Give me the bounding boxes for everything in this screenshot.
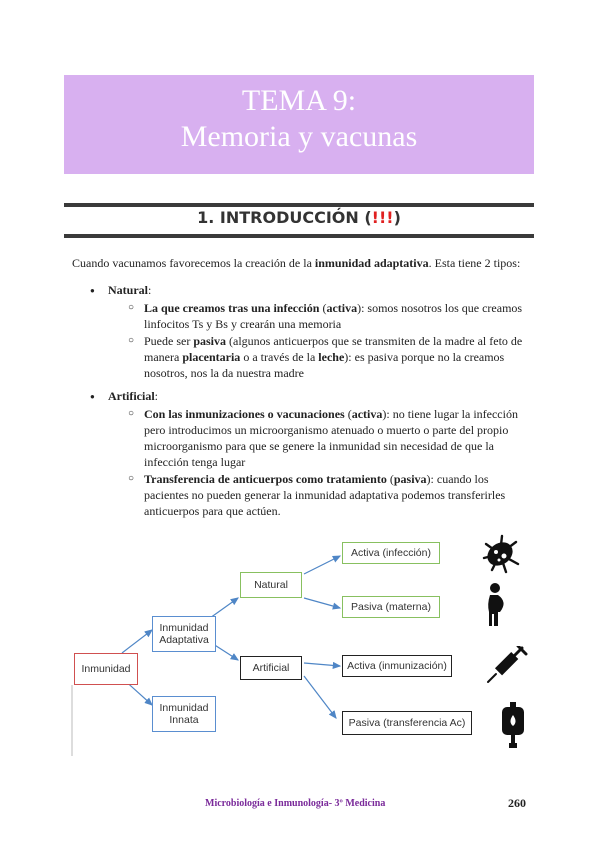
section-heading-text: 1. INTRODUCCIÓN [197, 208, 365, 227]
text-bold: La que creamos tras una infección [144, 301, 320, 315]
title-line-1: TEMA 9: [241, 84, 357, 117]
text-bold: pasiva [393, 472, 427, 486]
text-bold: pasiva [193, 334, 227, 348]
text: ( [344, 407, 352, 421]
title-line-2: Memoria y vacunas [180, 120, 418, 153]
text: ): somos nosotros los que creamos linfocitos Ts y Bs y crearán una memoria [144, 301, 523, 331]
natural-sublist [108, 300, 532, 381]
text: ): cuando los pacientes no pueden generar la inmunidad adaptativa podemos transferirles anticuerpos para que actúen. [144, 472, 506, 518]
natural-bullet [72, 282, 532, 381]
artificial-label: Artificial [108, 389, 155, 403]
section-rule-bottom [64, 234, 534, 238]
node-inmunidad-innata: Inmunidad Innata [152, 696, 216, 732]
natural-item-passive [108, 333, 532, 381]
diagram-frame-tick [60, 530, 540, 760]
node-pasiva-materna: Pasiva (materna) [342, 596, 440, 618]
artificial-colon: : [154, 389, 158, 403]
text: ): es pasiva porque no la creamos nosotros, nos la da nuestra madre [144, 350, 505, 380]
text-bold: Transferencia de anticuerpos como tratamiento [144, 472, 387, 486]
node-activa-infeccion: Activa (infección) [342, 542, 440, 564]
warning-marks: !!! [371, 208, 394, 227]
text-bold: placentaria [182, 350, 241, 364]
text: ( [319, 301, 327, 315]
intro-text: Cuando vacunamos favorecemos la creación de la [72, 256, 315, 270]
natural-list [72, 282, 532, 382]
text: Puede ser [144, 334, 194, 348]
text-bold: activa [351, 407, 383, 421]
text: o a través de la [240, 350, 319, 364]
text-bold: Con las inmunizaciones o vacunaciones [144, 407, 345, 421]
section-paren-close: ) [393, 208, 401, 227]
node-natural: Natural [240, 572, 302, 598]
artificial-sublist [108, 406, 532, 519]
artificial-item-passive [108, 471, 532, 519]
intro-text-end: . Esta tiene 2 tipos: [428, 256, 521, 270]
node-activa-inmunizacion: Activa (inmunización) [342, 655, 452, 677]
node-inmunidad: Inmunidad [74, 653, 138, 685]
node-inmunidad-adaptativa: Inmunidad Adaptativa [152, 616, 216, 652]
section-heading [64, 208, 534, 227]
section-paren-open: ( [364, 208, 372, 227]
node-pasiva-transferencia: Pasiva (transferencia Ac) [342, 711, 472, 735]
immunity-diagram [60, 530, 540, 760]
text: ): no tiene lugar la infección pero introducimos un microorganismo atenuado o muerto o parte del propio microorganismo para que se genere la inmunidad sin necesidad de que la infección tenga lugar [144, 407, 518, 469]
section-rule-top [64, 203, 534, 207]
intro-bold: inmunidad adaptativa [314, 256, 429, 270]
title-banner [64, 75, 534, 174]
text: ( [386, 472, 394, 486]
text-bold: leche [318, 350, 345, 364]
text: (algunos anticuerpos que se transmiten de la madre al feto de manera [144, 334, 523, 364]
artificial-bullet [72, 388, 532, 519]
page-number: 260 [508, 796, 526, 810]
natural-label: Natural [108, 283, 148, 297]
natural-item-active [108, 300, 532, 332]
natural-colon: : [148, 283, 152, 297]
text-bold: activa [326, 301, 358, 315]
footer-course: Microbiología e Inmunología- 3º Medicina [205, 798, 386, 809]
artificial-item-active [108, 406, 532, 470]
artificial-list [72, 388, 532, 520]
node-artificial: Artificial [240, 656, 302, 680]
intro-paragraph [72, 256, 520, 271]
